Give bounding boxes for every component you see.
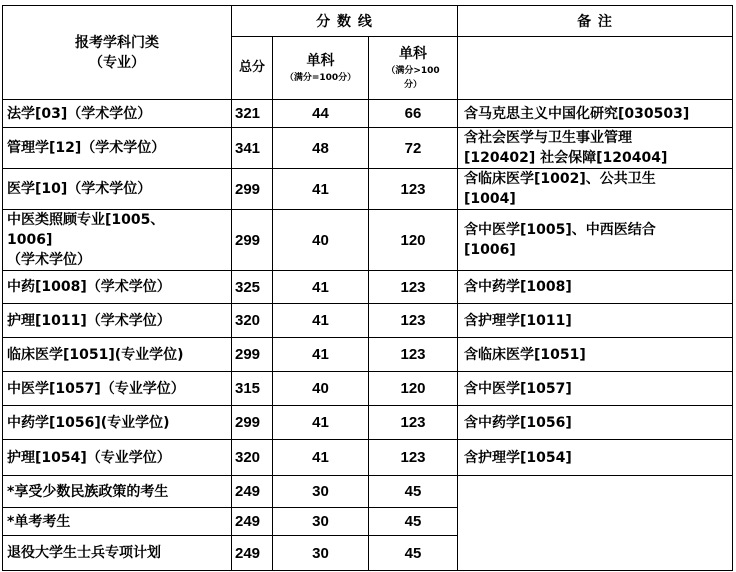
- score-line-header: 分 数 线: [232, 6, 458, 37]
- table-row: [3, 406, 733, 440]
- row-single-100: 30: [273, 476, 369, 508]
- row-single-gt100: 123: [369, 406, 458, 440]
- row-single-100: 41: [273, 169, 369, 210]
- table-row: [3, 338, 733, 372]
- row-single-gt100: 120: [369, 372, 458, 406]
- row-total: 315: [232, 372, 273, 406]
- row-single-100: 41: [273, 271, 369, 304]
- row-total: 320: [232, 440, 273, 476]
- row-total: 341: [232, 128, 273, 169]
- total-header: 总分: [232, 37, 273, 100]
- row-total: 320: [232, 304, 273, 338]
- row-note: 含临床医学[1002]、公共卫生 [1004]: [458, 169, 733, 210]
- row-name: 退役大学生士兵专项计划: [3, 536, 232, 571]
- row-single-gt100: 45: [369, 536, 458, 571]
- single-gt100-header: [369, 37, 458, 100]
- remarks-header: 备 注: [458, 6, 733, 37]
- row-single-100: 48: [273, 128, 369, 169]
- row-name: 中医类照顾专业[1005、 1006] （学术学位）: [3, 210, 232, 271]
- row-name: 临床医学[1051](专业学位): [3, 338, 232, 372]
- row-name: 医学[10]（学术学位）: [3, 169, 232, 210]
- remarks-blank: [458, 37, 733, 100]
- row-total: 249: [232, 508, 273, 536]
- row-name: 中药学[1056](专业学位): [3, 406, 232, 440]
- row-single-gt100: 45: [369, 476, 458, 508]
- row-single-100: 41: [273, 406, 369, 440]
- row-name: 中医学[1057]（专业学位）: [3, 372, 232, 406]
- row-name: 法学[03]（学术学位）: [3, 100, 232, 128]
- row-note: 含中药学[1056]: [458, 406, 733, 440]
- row-single-100: 41: [273, 338, 369, 372]
- row-single-gt100: 123: [369, 440, 458, 476]
- row-single-gt100: 123: [369, 271, 458, 304]
- row-note-empty: [458, 476, 733, 571]
- table-row: [3, 372, 733, 406]
- row-name: *单考考生: [3, 508, 232, 536]
- table-row: [3, 128, 733, 169]
- row-total: 249: [232, 476, 273, 508]
- row-single-100: 40: [273, 372, 369, 406]
- row-total: 249: [232, 536, 273, 571]
- single-100-header: [273, 37, 369, 100]
- table-row: [3, 304, 733, 338]
- row-single-gt100: 120: [369, 210, 458, 271]
- single-gt100-title: 单科: [399, 46, 427, 62]
- row-total: 299: [232, 338, 273, 372]
- table-row: [3, 210, 733, 271]
- row-single-gt100: 123: [369, 304, 458, 338]
- row-name: 护理[1011]（学术学位）: [3, 304, 232, 338]
- row-name: *享受少数民族政策的考生: [3, 476, 232, 508]
- row-note: 含中医学[1005]、中西医结合 [1006]: [458, 210, 733, 271]
- row-single-gt100: 72: [369, 128, 458, 169]
- row-single-gt100: 45: [369, 508, 458, 536]
- table-row: [3, 169, 733, 210]
- row-single-100: 44: [273, 100, 369, 128]
- row-total: 299: [232, 169, 273, 210]
- table-row: [3, 476, 733, 508]
- single-100-note: （满分=100分）: [284, 73, 357, 83]
- single-gt100-note: （满分>100 分）: [386, 66, 440, 90]
- table-row: [3, 100, 733, 128]
- row-single-100: 41: [273, 304, 369, 338]
- category-header: 报考学科门类 （专业）: [3, 6, 232, 100]
- row-note: 含中医学[1057]: [458, 372, 733, 406]
- row-single-100: 40: [273, 210, 369, 271]
- row-note: 含护理学[1011]: [458, 304, 733, 338]
- row-note: 含临床医学[1051]: [458, 338, 733, 372]
- table-row: [3, 440, 733, 476]
- row-name: 护理[1054]（专业学位）: [3, 440, 232, 476]
- single-100-title: 单科: [306, 53, 335, 69]
- row-single-100: 30: [273, 536, 369, 571]
- row-name: 中药[1008]（学术学位）: [3, 271, 232, 304]
- row-single-gt100: 123: [369, 338, 458, 372]
- row-note: 含中药学[1008]: [458, 271, 733, 304]
- row-total: 299: [232, 210, 273, 271]
- row-total: 321: [232, 100, 273, 128]
- row-name: 管理学[12]（学术学位）: [3, 128, 232, 169]
- row-single-gt100: 66: [369, 100, 458, 128]
- row-note: 含社会医学与卫生事业管理 [120402] 社会保障[120404]: [458, 128, 733, 169]
- row-note: 含马克思主义中国化研究[030503]: [458, 100, 733, 128]
- row-single-100: 30: [273, 508, 369, 536]
- row-single-gt100: 123: [369, 169, 458, 210]
- score-table: [2, 5, 733, 571]
- row-total: 299: [232, 406, 273, 440]
- table-row: [3, 271, 733, 304]
- row-single-100: 41: [273, 440, 369, 476]
- row-total: 325: [232, 271, 273, 304]
- row-note: 含护理学[1054]: [458, 440, 733, 476]
